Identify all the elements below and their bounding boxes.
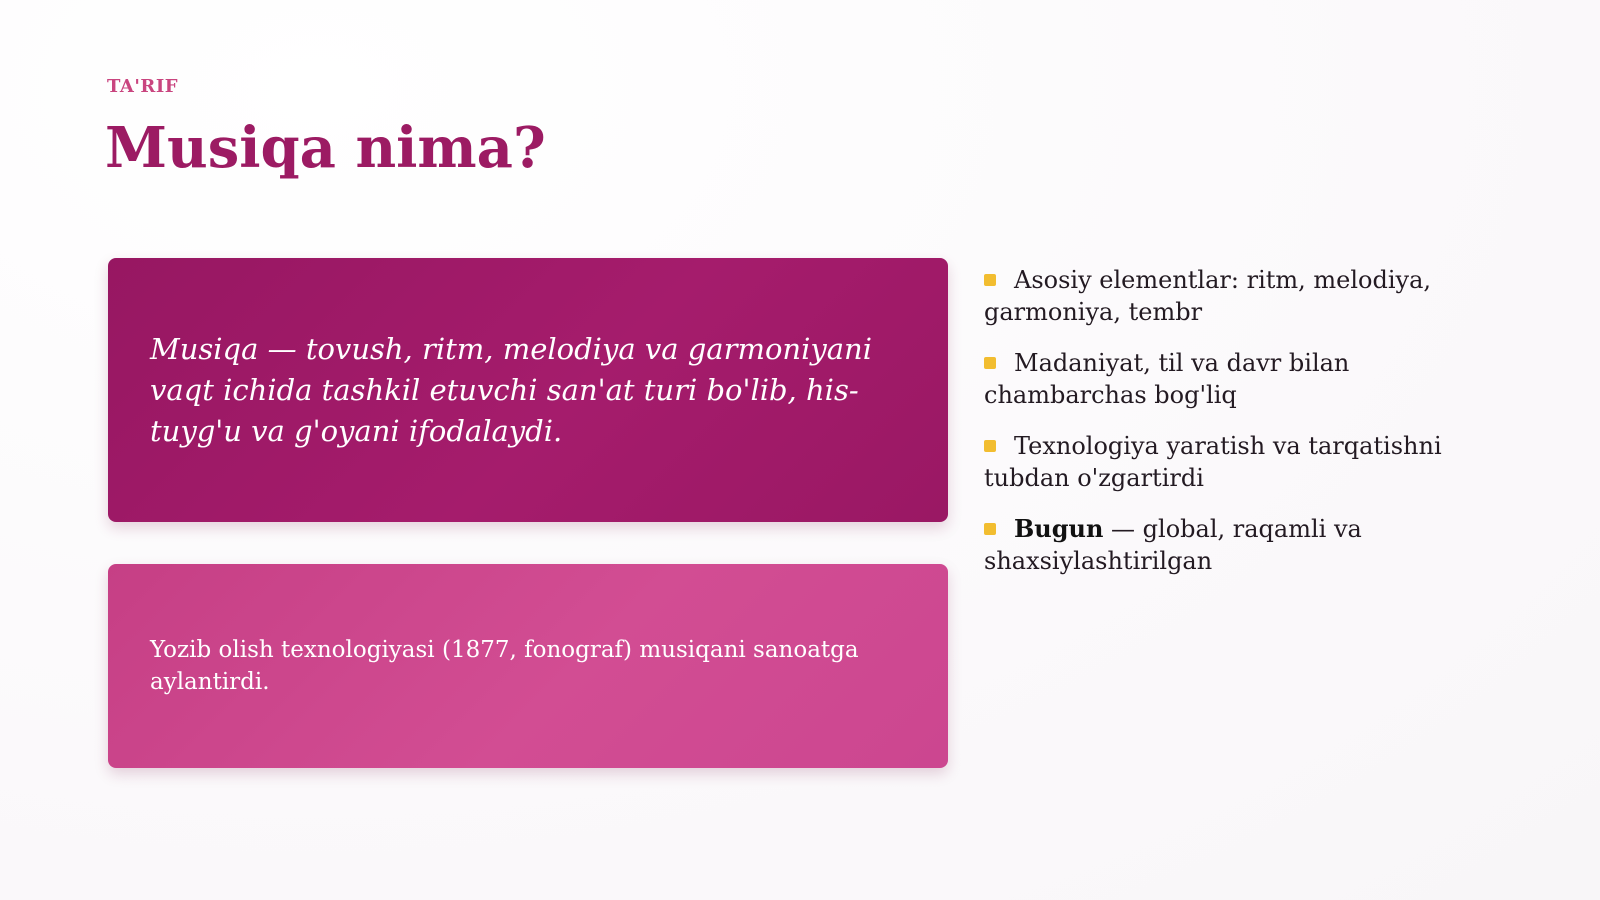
bullet-item: [984, 264, 1474, 328]
bullet-item: [984, 347, 1474, 411]
square-bullet-icon: [984, 440, 996, 452]
bullet-text: Texnologiya yaratish va tarqatishni tubdan o'zgartirdi: [984, 432, 1442, 492]
square-bullet-icon: [984, 523, 996, 535]
bullet-item: [984, 430, 1474, 494]
note-text: Yozib olish texnologiyasi (1877, fonograf) musiqani sanoatga aylantirdi.: [150, 637, 859, 695]
note-card: [108, 564, 948, 768]
bullet-text: — global, raqamli va shaxsiylashtirilgan: [984, 515, 1362, 575]
definition-text: Musiqa — tovush, ritm, melodiya va garmoniyani vaqt ichida tashkil etuvchi san'at turi bo'lib, his-tuyg'u va g'oyani ifodalaydi.: [150, 331, 872, 448]
bullet-list: [984, 264, 1474, 596]
definition-card: [108, 258, 948, 522]
square-bullet-icon: [984, 357, 996, 369]
bullet-item: [984, 513, 1474, 577]
section-eyebrow: TA'RIF: [107, 76, 179, 97]
bullet-bold-text: Bugun: [1014, 514, 1104, 543]
bullet-text: Asosiy elementlar: ritm, melodiya, garmoniya, tembr: [984, 266, 1432, 326]
slide-title: Musiqa nima?: [105, 115, 546, 181]
bullet-text: Madaniyat, til va davr bilan chambarchas bog'liq: [984, 349, 1350, 409]
square-bullet-icon: [984, 274, 996, 286]
